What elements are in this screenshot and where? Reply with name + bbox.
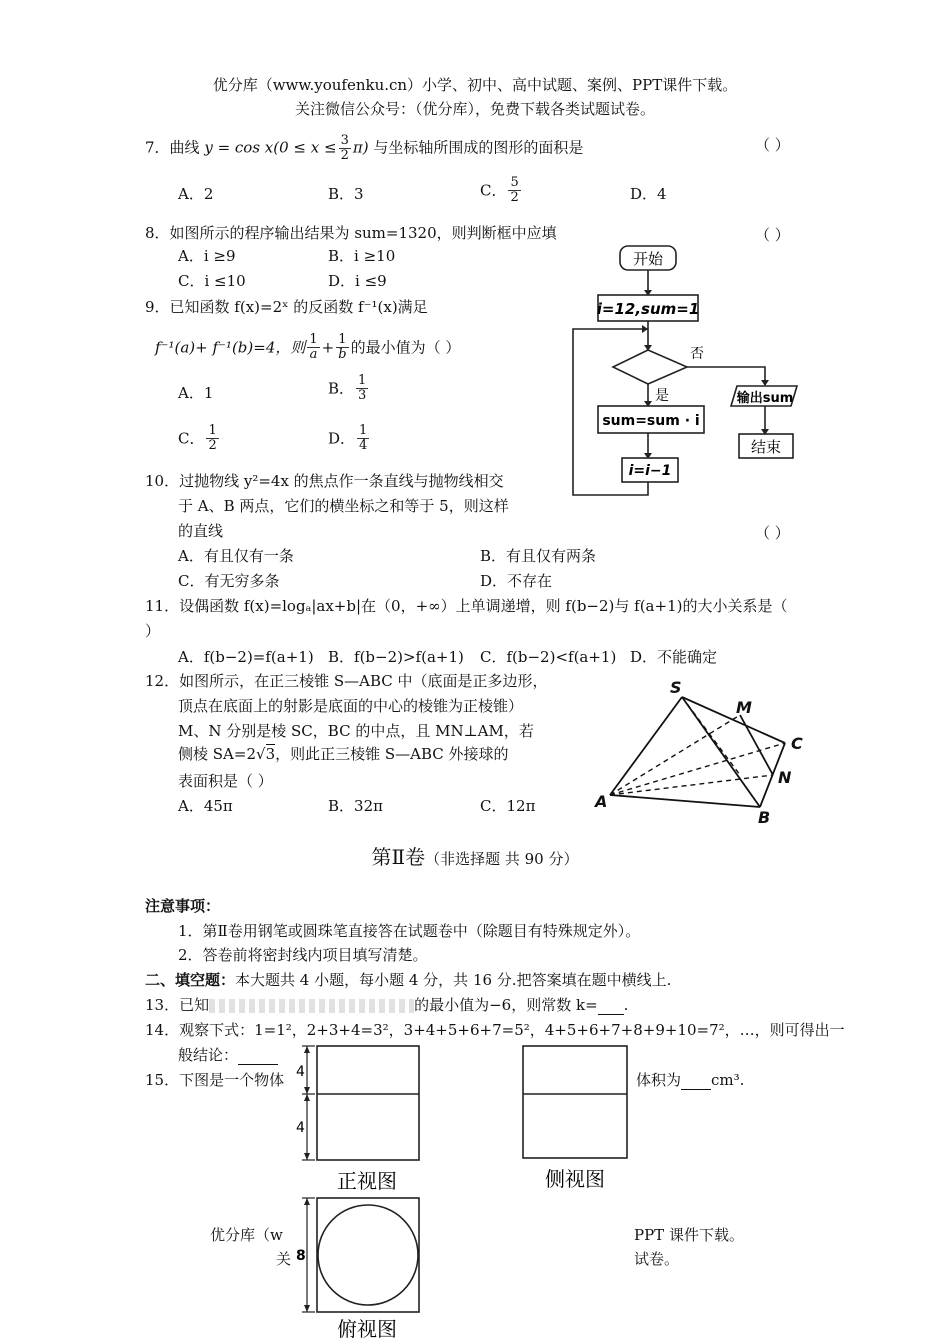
q9-frac1-den: a xyxy=(309,347,318,362)
q7-rest: 与坐标轴所围成的图形的面积是 xyxy=(373,138,584,157)
q10-option-c: C．有无穷多条 xyxy=(178,572,280,590)
footer-right: PPT 课件下载。 xyxy=(634,1226,744,1244)
fc-yes-label: 是 xyxy=(655,388,669,404)
footer-left-fragment: 关 xyxy=(276,1250,292,1268)
q12-line4-post: ，则此正三棱锥 S—ABC 外接球的 xyxy=(275,745,509,763)
q7-expr-pre: y = cos x(0 ≤ x ≤ xyxy=(204,138,337,157)
sqrt-sign: √ xyxy=(256,745,266,763)
q9-d-label: D． xyxy=(328,429,356,448)
fc-init-text: i=12,sum=1 xyxy=(596,300,700,318)
q9-option-d xyxy=(328,424,371,453)
notes-heading: 注意事项： xyxy=(145,897,221,915)
question-14-line1: 14．观察下式：1=1²，2+3+4=3²，3+4+5+6+7=5²，4+5+6+7+8+9+10=7²，…，则可得出一 xyxy=(145,1021,845,1039)
question-10-line3: 的直线 xyxy=(178,522,224,540)
q7-paren: （ ） xyxy=(755,136,790,154)
q9-option-b xyxy=(328,374,370,403)
q12-radicand: 3 xyxy=(265,745,276,763)
footer-left: 优分库（w xyxy=(210,1226,283,1244)
q11-option-d: D．不能确定 xyxy=(630,648,718,666)
q8-option-d: D．i ≤9 xyxy=(328,272,387,290)
q9-b-num: 1 xyxy=(358,373,367,388)
q9-option-c xyxy=(178,424,221,453)
q7-option-a: A．2 xyxy=(178,185,214,203)
q7-c-num: 5 xyxy=(510,175,519,190)
label-b: B xyxy=(758,808,771,825)
footer-right-2: 试卷。 xyxy=(634,1250,680,1268)
question-10-line1: 10．过抛物线 y²=4x 的焦点作一条直线与抛物线相交 xyxy=(145,472,504,490)
label-s: S xyxy=(670,678,682,697)
dim-4-lower: 4 xyxy=(296,1120,305,1136)
q9-frac-1 xyxy=(307,333,319,362)
q9-c-den: 2 xyxy=(208,438,217,453)
q9-b-den: 3 xyxy=(358,388,367,403)
fc-no-label: 否 xyxy=(690,346,704,362)
q12-option-b: B．32π xyxy=(328,797,383,815)
question-8: 8．如图所示的程序输出结果为 sum=1320，则判断框中应填 xyxy=(145,224,557,242)
q7-c-den: 2 xyxy=(510,190,519,205)
q9-post: 的最小值为（ ） xyxy=(350,338,461,357)
q9-plus: + xyxy=(321,338,335,357)
front-view-label: 正视图 xyxy=(337,1169,397,1193)
q9-frac2-num: 1 xyxy=(336,333,348,348)
section-2-text: 本大题共 4 小题，每小题 4 分，共 16 分.把答案填在题中横线上. xyxy=(235,971,672,989)
question-12-line3: M、N 分别是棱 SC，BC 的中点，且 MN⊥AM，若 xyxy=(178,722,534,740)
question-9-line2 xyxy=(155,333,460,362)
q7-expr-post: π) xyxy=(352,138,369,157)
side-view-rect xyxy=(523,1046,627,1158)
q9-d-num: 1 xyxy=(359,423,368,438)
q12-line4-pre: 侧棱 SA=2 xyxy=(178,745,256,763)
q15-answer-blank[interactable] xyxy=(681,1071,711,1090)
question-12-line5: 表面积是（ ） xyxy=(178,772,273,790)
section-2-heading xyxy=(145,971,671,989)
label-m: M xyxy=(736,698,752,717)
q7-c-label: C． xyxy=(480,181,507,200)
q11-option-c: C．f(b−2)<f(a+1) xyxy=(480,648,617,666)
q14-label: 般结论： xyxy=(178,1046,239,1064)
q10-option-a: A．有且仅有一条 xyxy=(178,547,294,565)
q9-c-label: C． xyxy=(178,429,205,448)
q11-option-b: B．f(b−2)>f(a+1) xyxy=(328,648,464,666)
question-11-line1: 11．设偶函数 f(x)=logₐ|ax+b|在（0，+∞）上单调递增，则 f(b−2)与 f(a+1)的大小关系是（ xyxy=(145,597,788,615)
fc-calc-text: sum=sum · i xyxy=(602,413,700,429)
q9-d-den: 4 xyxy=(359,438,368,453)
q13-pre: 13．已知 xyxy=(145,996,210,1014)
flowchart-diagram xyxy=(565,240,810,500)
top-view-circle xyxy=(318,1205,418,1305)
pyramid-diagram xyxy=(590,675,815,825)
q9-pre: f⁻¹(a)+ f⁻¹(b)=4，则 xyxy=(155,338,306,357)
q8-option-a: A．i ≥9 xyxy=(178,247,236,265)
q9-c-num: 1 xyxy=(208,423,217,438)
q9-frac1-num: 1 xyxy=(309,332,318,347)
q15-unit: cm³. xyxy=(711,1071,745,1089)
q13-end: . xyxy=(623,996,629,1014)
question-13 xyxy=(145,996,628,1015)
q12-option-a: A．45π xyxy=(178,797,233,815)
q15-post: 体积为 xyxy=(636,1071,682,1089)
q9-frac2-den: b xyxy=(338,347,347,362)
q13-faded-formula xyxy=(209,999,414,1013)
label-a: A xyxy=(595,792,608,811)
question-11-line2: ） xyxy=(145,622,161,640)
q10-option-b: B．有且仅有两条 xyxy=(480,547,597,565)
header-line-1: 优分库（www.youfenku.cn）小学、初中、高中试题、案例、PPT课件下载。 xyxy=(212,76,738,94)
question-12-line4 xyxy=(178,745,509,763)
q11-option-a: A．f(b−2)=f(a+1) xyxy=(178,648,314,666)
question-12-line1: 12．如图所示，在正三棱锥 S—ABC 中（底面是正多边形， xyxy=(145,672,548,690)
question-14-line2 xyxy=(178,1046,278,1065)
question-15-pre: 15．下图是一个物体 xyxy=(145,1071,285,1089)
question-7 xyxy=(145,134,583,163)
q9-option-a: A．1 xyxy=(178,384,214,402)
label-n: N xyxy=(778,768,792,787)
q9-frac-2 xyxy=(336,333,348,362)
q9-d-frac xyxy=(357,424,369,453)
q7-frac-den: 2 xyxy=(340,148,349,163)
fc-end-text: 结束 xyxy=(750,438,782,456)
q7-option-c xyxy=(480,176,523,205)
q7-option-d: D．4 xyxy=(630,185,667,203)
q7-option-b: B．3 xyxy=(328,185,364,203)
q7-frac-num: 3 xyxy=(340,133,349,148)
dim-8: 8 xyxy=(296,1248,306,1264)
part2-title xyxy=(0,846,950,870)
notes-item-2: 2．答卷前将密封线内项目填写清楚。 xyxy=(178,946,428,964)
fc-decr-text: i=i−1 xyxy=(628,463,672,479)
notes-item-1: 1．第Ⅱ卷用钢笔或圆珠笔直接答在试题卷中（除题目有特殊规定外）。 xyxy=(178,922,641,940)
header-line-2: 关注微信公众号：（优分库），免费下载各类试题试卷。 xyxy=(294,100,655,118)
q10-paren: （ ） xyxy=(755,524,790,542)
q7-num: 7．曲线 xyxy=(145,138,200,157)
question-12-line2: 顶点在底面上的射影是底面的中心的棱锥为正棱锥） xyxy=(178,697,524,715)
q7-c-frac xyxy=(508,176,520,205)
q8-option-c: C．i ≤10 xyxy=(178,272,246,290)
q9-b-frac xyxy=(356,374,368,403)
side-view-label: 侧视图 xyxy=(545,1167,605,1191)
q13-answer-blank[interactable] xyxy=(598,996,624,1015)
q7-frac xyxy=(339,134,351,163)
q9-c-frac xyxy=(206,424,218,453)
q12-option-c: C．12π xyxy=(480,797,536,815)
fc-output-text: 输出sum xyxy=(736,391,794,406)
dim-4-upper: 4 xyxy=(296,1064,305,1080)
q10-option-d: D．不存在 xyxy=(480,572,553,590)
q8-option-b: B．i ≥10 xyxy=(328,247,396,265)
part2-title-sub: （非选择题 共 90 分） xyxy=(425,850,579,868)
front-view-rect xyxy=(317,1046,419,1160)
label-c: C xyxy=(791,734,803,753)
three-views-diagram xyxy=(285,1040,655,1340)
q8-paren: （ ） xyxy=(755,226,790,244)
fc-decision-diamond xyxy=(613,350,687,384)
q13-post: 的最小值为−6，则常数 k= xyxy=(414,996,598,1014)
section-2-label: 二、填空题： xyxy=(145,971,236,989)
fc-start-text: 开始 xyxy=(632,250,664,268)
q9-b-label: B． xyxy=(328,379,355,398)
question-9-line1: 9．已知函数 f(x)=2ˣ 的反函数 f⁻¹(x)满足 xyxy=(145,298,428,316)
part2-title-main: 第Ⅱ卷 xyxy=(371,845,426,869)
question-10-line2: 于 A、B 两点，它们的横坐标之和等于 5，则这样 xyxy=(178,497,509,515)
top-view-label: 俯视图 xyxy=(337,1317,397,1340)
q14-answer-blank[interactable] xyxy=(238,1046,278,1065)
